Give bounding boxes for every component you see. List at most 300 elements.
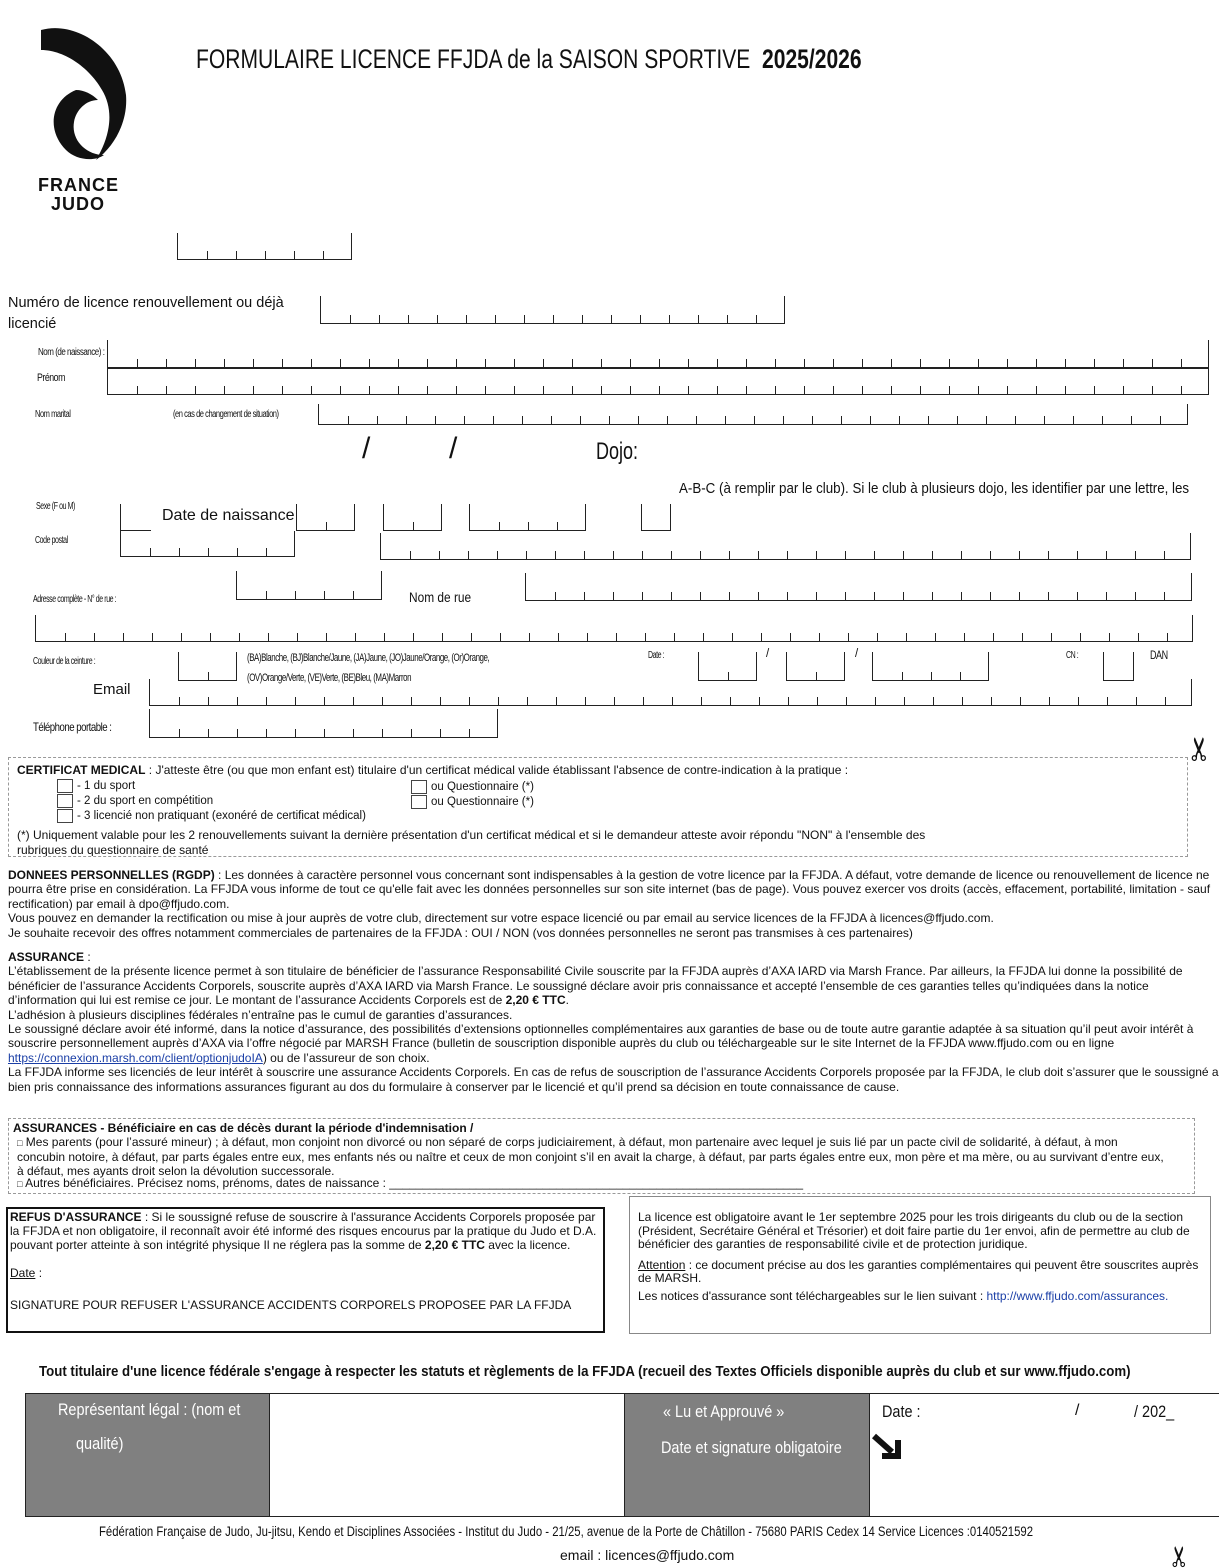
comb-tick [224, 386, 225, 394]
insurance-amount: 2,20 € TTC [505, 993, 566, 1008]
comb-tick [877, 633, 878, 641]
birth-date-label: Date de naissance [162, 507, 295, 524]
beneficiary-heading [13, 1121, 473, 1135]
comb-tick [845, 551, 846, 559]
comb-tick [754, 416, 755, 424]
city-input[interactable] [380, 533, 1191, 560]
comb-tick [1048, 551, 1049, 559]
birth-name-label: Nom (de naissance) : [38, 347, 105, 358]
comb-tick [529, 633, 530, 641]
comb-tick [152, 633, 153, 641]
comb-tick [841, 416, 842, 424]
comb-tick [585, 697, 586, 705]
comb-tick [688, 386, 689, 394]
q2-row[interactable] [411, 795, 534, 809]
footer-address: Fédération Française de Judo, Ju-jitsu, Kendo et Disciplines Associées - Institut du Judo - 21/25, avenue de la Porte de Châtillon - 75680 PARIS Cedex 14 Service Licences :0140521592 [99, 1524, 1034, 1539]
birth-name-input[interactable] [107, 340, 1209, 368]
comb-tick [674, 633, 675, 641]
comb-tick [326, 633, 327, 641]
grade-month-input[interactable] [786, 652, 845, 681]
dojo-letter-input[interactable] [641, 504, 671, 531]
beneficiary-section [8, 1118, 1195, 1194]
comb-tick [746, 386, 747, 394]
checkbox-sport[interactable] [57, 779, 73, 793]
certificate-intro-text: : J'atteste être (ou que mon enfant est) titulaire d'un certificat médical valide établissant l'absence de contre-indication à la pratique : [145, 763, 849, 777]
license-info-box [629, 1196, 1211, 1334]
refusal-signature-label: SIGNATURE POUR REFUSER L'ASSURANCE ACCIDENTS CORPORELS PROPOSEE PAR LA FFJDA [10, 1298, 572, 1312]
comb-tick [1106, 551, 1107, 559]
checkbox-competition[interactable] [57, 794, 73, 808]
married-name-note: (en cas de changement de situation) [173, 409, 279, 420]
postal-code-input[interactable] [120, 531, 295, 557]
checkbox-questionnaire-1[interactable] [411, 780, 427, 794]
comb-tick [237, 729, 238, 737]
dan-label: DAN [1150, 648, 1168, 662]
comb-tick [587, 633, 588, 641]
comb-tick [949, 386, 950, 394]
comb-tick [1152, 386, 1153, 394]
comb-tick [137, 359, 138, 367]
comb-tick [493, 416, 494, 424]
cn-label: CN : [1066, 650, 1079, 661]
dojo-note: A-B-C (à remplir par le club). Si le club à plusieurs dojo, les identifier par une lettre, les [679, 481, 1190, 497]
comb-tick [1036, 359, 1037, 367]
email-label: Email [93, 681, 131, 698]
comb-tick [1065, 359, 1066, 367]
comb-tick [703, 633, 704, 641]
opt1-label: - 1 du sport [77, 780, 136, 793]
rgpd-p3: Je souhaite recevoir des offres notamment commerciales de partenaires de la FFJDA : OUI / NON (vos données personnelles ne seront pas transmises à ces partenaires) [8, 925, 913, 940]
comb-tick [932, 592, 933, 600]
dan-input[interactable] [1103, 652, 1134, 681]
opt3-row[interactable] [57, 809, 366, 823]
comb-tick [1073, 416, 1074, 424]
comb-tick [920, 359, 921, 367]
france-judo-logo [36, 20, 136, 215]
comb-tick [1136, 697, 1137, 705]
judo-logo-mark [36, 20, 136, 180]
comb-tick [758, 592, 759, 600]
arrow-down-right-icon [870, 1432, 904, 1467]
comb-tick [1077, 551, 1078, 559]
email-input[interactable] [149, 679, 1192, 706]
approved-label: « Lu et Approuvé » [663, 1402, 785, 1421]
comb-tick [353, 697, 354, 705]
insurance-p4: La FFJDA informe ses licenciés de leur intérêt à souscrire une assurance Accidents Corporels. En cas de refus de souscription de l’assurance Accidents Corporels proposée par la FFJDA, le club doit s’assurer que le soussigné a bien pris connaissance des informations assurances figurant au dos du formulaire à conserver par le licencié et qu’il prend sa décision en toute connaissance de cause. [8, 1065, 1219, 1094]
comb-tick [468, 551, 469, 559]
comb-tick [1015, 416, 1016, 424]
comb-tick [688, 359, 689, 367]
street-number-input[interactable] [236, 571, 382, 600]
date-slash-2: / [449, 432, 458, 465]
comb-tick [398, 386, 399, 394]
rgpd-title: DONNEES PERSONNELLES (RGDP) [8, 868, 215, 882]
address-label: Adresse complète - N° de rue : [33, 594, 117, 605]
license-number-label: Numéro de licence renouvellement ou déjà licencié [8, 295, 284, 332]
comb-tick [295, 729, 296, 737]
comb-tick [978, 359, 979, 367]
comb-tick [353, 729, 354, 737]
comb-tick [671, 592, 672, 600]
comb-tick [456, 386, 457, 394]
comb-tick [435, 416, 436, 424]
checkbox-questionnaire-2[interactable] [411, 795, 427, 809]
comb-tick [253, 359, 254, 367]
comb-tick [1036, 386, 1037, 394]
comb-tick [609, 416, 610, 424]
street-name-input[interactable] [525, 573, 1192, 601]
info-p3: Les notices d'assurance sont téléchargeables sur le lien suivant : [638, 1288, 987, 1303]
comb-tick [584, 592, 585, 600]
comb-tick [498, 697, 499, 705]
comb-tick [369, 359, 370, 367]
comb-tick [903, 592, 904, 600]
comb-tick [340, 386, 341, 394]
comb-tick [311, 359, 312, 367]
legal-rep-label-1: Représentant légal : (nom et [58, 1400, 241, 1419]
comb-tick [413, 633, 414, 641]
certificate-title: CERTIFICAT MEDICAL [17, 763, 146, 777]
rgpd-p1: : Les données à caractère personnel vous concernant sont indispensables à la gestion de votre licence par la FFJDA. A défaut, votre demande de licence ou renouvellement de licence ne pourra être prise en considération. La FFJDA vous informe de tout ce qu'elle fait avec les données personnelles sur son site internet (bas de page). Vous pouvez exercer vos droits (accès, effacement, portabilité, limitation - sauf rectification) par email à dpo@ffjudo.com. [8, 868, 1211, 911]
comb-tick [543, 386, 544, 394]
comb-tick [324, 697, 325, 705]
scissors-icon: ✂ [1181, 735, 1218, 763]
approved-cell [625, 1394, 870, 1516]
first-name-input[interactable] [107, 368, 1209, 395]
grade-day-input[interactable] [698, 652, 757, 681]
comb-tick [788, 697, 789, 705]
comb-tick [1049, 697, 1050, 705]
comb-tick [732, 633, 733, 641]
comb-tick [672, 697, 673, 705]
comb-tick [555, 592, 556, 600]
comb-tick [137, 386, 138, 394]
comb-tick [469, 697, 470, 705]
comb-tick [398, 359, 399, 367]
certificate-intro [17, 763, 848, 777]
comb-tick [816, 551, 817, 559]
comb-tick [874, 551, 875, 559]
certificate-note: (*) Uniquement valable pour les 2 renouvellements suivant la dernière présentation d'un certificat médical et si le demandeur atteste avoir répondu "NON" à l'ensemble des rubriques du questionnaire de santé [17, 828, 926, 857]
comb-tick [551, 416, 552, 424]
comb-tick [1022, 633, 1023, 641]
comb-tick [1106, 592, 1107, 600]
comb-tick [696, 416, 697, 424]
date-signature-input[interactable] [870, 1394, 1219, 1516]
comb-tick [1065, 386, 1066, 394]
q2-label: ou Questionnaire (*) [431, 796, 534, 809]
comb-tick [906, 633, 907, 641]
sex-label: Sexe (F ou M) [36, 501, 75, 512]
insurance-title: ASSURANCE [8, 950, 85, 964]
comb-tick [990, 551, 991, 559]
comb-tick [730, 697, 731, 705]
beneficiary-opt2-row[interactable]: □ Autres bénéficiaires. Précisez noms, prénoms, dates de naissance : ______________________________________________________________ [17, 1176, 804, 1190]
comb-tick [758, 551, 759, 559]
comb-tick [891, 386, 892, 394]
postal-code-label: Code postal [35, 535, 68, 546]
info-p1: La licence est obligatoire avant le 1er septembre 2025 pour les trois dirigeants du club ou de la section (Président, Secrétaire Général et Trésorier) et doit faire partie du 1er envoi, afin de permettre au club de bénéficier des garanties de responsabilité civile et de protection juridique. [638, 1210, 1190, 1251]
legal-rep-label-2: qualité) [76, 1434, 124, 1453]
comb-tick [282, 386, 283, 394]
comb-tick [406, 416, 407, 424]
comb-tick [237, 697, 238, 705]
grade-date-label: Date : [648, 650, 665, 661]
dojo-label: Dojo: [596, 438, 639, 465]
opt3-label: - 3 licencié non pratiquant (exonéré de certificat médical) [77, 810, 366, 823]
legal-rep-cell [26, 1394, 270, 1516]
beneficiary-opt1: Mes parents (pour l’assuré mineur) ; à défaut, mon conjoint non divorcé ou non séparé de corps judiciairement, à défaut, mon partenaire avec lequel je suis lié par un pacte civil de solidarité, à défaut, à mon concubin notoire, à défaut, par parts égales entre eux, mes enfants nés ou naître et ceux de mon conjoint s’il en avait la charge, à défaut, par parts égales entre eux, mon père et ma mère, ou au survivant d’entre eux, à défaut, mes ayants droit selon la dévolution successorale. [17, 1135, 1164, 1178]
comb-tick [166, 386, 167, 394]
birth-year-input[interactable] [469, 504, 586, 531]
comb-tick [179, 729, 180, 737]
belt-color-label: Couleur de la ceinture : [33, 656, 96, 667]
medical-certificate-section [8, 757, 1188, 857]
birth-month-input[interactable] [383, 504, 442, 531]
comb-tick [701, 697, 702, 705]
legal-rep-input[interactable] [270, 1394, 625, 1516]
comb-tick [643, 697, 644, 705]
q1-row[interactable] [411, 780, 534, 794]
comb-tick [790, 633, 791, 641]
comb-tick [874, 592, 875, 600]
belt-options-1: (BA)Blanche, (BJ)Blanche/Jaune, (JA)Jaune, (JO)Jaune/Orange, (Or)Orange, [247, 652, 490, 664]
beneficiary-opt1-row[interactable]: □ Mes parents (pour l’assuré mineur) ; à défaut, mon conjoint non divorcé ou non séparé de corps judiciairement, à défaut, mon partenaire avec lequel je suis lié par un pacte civil de solidarité, à défaut, à mon concubin notoire, à défaut, par parts égales entre eux, mes enfants nés ou naître et ceux de mon conjoint s’il en avait la charge, à défaut, par parts égales entre eux, mon père et ma mère, ou au survivant d’entre eux, à défaut, mes ayants droit selon la dévolution successorale. [17, 1135, 1164, 1178]
comb-tick [94, 633, 95, 641]
comb-tick [1080, 633, 1081, 641]
comb-tick [642, 551, 643, 559]
statutes-statement: Tout titulaire d'une licence fédérale s'engage à respecter les statuts et règlements de la FFJDA (recueil des Textes Officiels disponible auprès du club et sur www.ffjudo.com) [39, 1364, 1131, 1380]
street-name-label: Nom de rue [409, 589, 472, 605]
first-name-label: Prénom [37, 372, 65, 384]
comb-tick [659, 359, 660, 367]
comb-tick [993, 633, 994, 641]
comb-tick [324, 729, 325, 737]
comb-tick [638, 416, 639, 424]
comb-tick [1167, 633, 1168, 641]
comb-tick [667, 416, 668, 424]
season: 2025/2026 [762, 44, 862, 74]
comb-tick [526, 551, 527, 559]
comb-tick [845, 592, 846, 600]
comb-tick [1138, 633, 1139, 641]
comb-tick [700, 592, 701, 600]
logo-text-france: FRANCE [38, 175, 119, 195]
comb-tick [614, 697, 615, 705]
grade-year-input[interactable] [872, 652, 989, 681]
comb-tick [964, 633, 965, 641]
comb-tick [556, 697, 557, 705]
comb-tick [961, 592, 962, 600]
comb-tick [613, 551, 614, 559]
mobile-input[interactable] [149, 709, 498, 738]
logo-text-judo: JUDO [51, 194, 106, 214]
comb-tick [297, 633, 298, 641]
comb-tick [729, 592, 730, 600]
comb-tick [514, 386, 515, 394]
comb-tick [746, 359, 747, 367]
comb-tick [253, 386, 254, 394]
comb-tick [962, 697, 963, 705]
comb-tick [208, 697, 209, 705]
signature-table [25, 1393, 1219, 1517]
comb-tick [382, 697, 383, 705]
date-slash-1: / [362, 432, 371, 465]
refusal-title: REFUS D'ASSURANCE [10, 1210, 142, 1224]
comb-tick [1109, 633, 1110, 641]
comb-tick [761, 633, 762, 641]
comb-tick [384, 633, 385, 641]
comb-tick [1135, 592, 1136, 600]
comb-tick [903, 551, 904, 559]
grade-slash-2: / [855, 648, 859, 660]
comb-tick [464, 416, 465, 424]
comb-tick [411, 729, 412, 737]
comb-tick [1019, 592, 1020, 600]
comb-tick [949, 359, 950, 367]
comb-tick [961, 551, 962, 559]
address-line2-input[interactable] [35, 615, 1193, 642]
comb-tick [1094, 386, 1095, 394]
opt2-label: - 2 du sport en compétition [77, 795, 214, 808]
comb-tick [875, 697, 876, 705]
comb-tick [1020, 697, 1021, 705]
comb-tick [932, 551, 933, 559]
comb-tick [1181, 386, 1182, 394]
birth-day-input[interactable] [296, 504, 355, 531]
comb-tick [411, 697, 412, 705]
comb-tick [181, 633, 182, 641]
comb-tick [1048, 592, 1049, 600]
comb-tick [282, 359, 283, 367]
checkbox-non-practicing[interactable] [57, 809, 73, 823]
comb-tick [439, 551, 440, 559]
comb-tick [1164, 592, 1165, 600]
opt2-row[interactable] [57, 794, 213, 808]
comb-tick [991, 697, 992, 705]
comb-tick [1019, 551, 1020, 559]
comb-tick [990, 592, 991, 600]
comb-tick [804, 359, 805, 367]
comb-tick [440, 697, 441, 705]
comb-tick [497, 551, 498, 559]
comb-tick [787, 551, 788, 559]
comb-tick [933, 697, 934, 705]
comb-tick [166, 359, 167, 367]
mandatory-label: Date et signature obligatoire [661, 1438, 842, 1457]
info-attention: Attention [638, 1257, 686, 1272]
sex-input[interactable] [120, 504, 151, 531]
comb-tick [812, 416, 813, 424]
comb-tick [469, 729, 470, 737]
comb-tick [775, 386, 776, 394]
insurance-notice-link[interactable]: http://www.ffjudo.com/assurances. [986, 1288, 1169, 1303]
title-text: FORMULAIRE LICENCE FFJDA de la SAISON SPORTIVE [196, 44, 751, 74]
comb-tick [485, 359, 486, 367]
comb-tick [558, 633, 559, 641]
comb-tick [717, 359, 718, 367]
comb-tick [787, 592, 788, 600]
comb-tick [904, 697, 905, 705]
marsh-link[interactable]: https://connexion.marsh.com/client/optionjudoIA [8, 1050, 263, 1065]
comb-tick [935, 633, 936, 641]
rgpd-section [8, 868, 1214, 940]
comb-tick [986, 416, 987, 424]
comb-tick [817, 697, 818, 705]
comb-tick [833, 386, 834, 394]
comb-tick [382, 729, 383, 737]
comb-tick [210, 633, 211, 641]
comb-tick [630, 359, 631, 367]
belt-color-input[interactable] [178, 652, 237, 681]
comb-tick [584, 551, 585, 559]
club-number-box[interactable] [177, 233, 352, 260]
comb-tick [1051, 633, 1052, 641]
comb-tick [266, 697, 267, 705]
comb-tick [369, 386, 370, 394]
footer-email: email : licences@ffjudo.com [560, 1547, 735, 1563]
comb-tick [456, 359, 457, 367]
info-p2: : ce document précise au dos les garanties complémentaires qui peuvent être souscrites auprès de MARSH. [638, 1257, 1199, 1285]
comb-tick [899, 416, 900, 424]
comb-tick [440, 729, 441, 737]
comb-tick [239, 633, 240, 641]
comb-tick [311, 386, 312, 394]
comb-tick [348, 416, 349, 424]
comb-tick [645, 633, 646, 641]
comb-tick [1131, 416, 1132, 424]
comb-tick [920, 386, 921, 394]
comb-tick [427, 386, 428, 394]
comb-tick [804, 386, 805, 394]
insurance-section: ASSURANCE : L’établissement de la présente licence permet à son titulaire de bénéficier de l’assurance Responsabilité Civile souscrite par la FFJDA auprès d’AXA IARD via Marsh France. Par ailleurs, la FFJDA lui donne la possibilité de bénéficier de l’assurance Accidents Corporels, souscrite auprès d’AXA IARD via Marsh France. Le soussigné déclare avoir pris connaissance et accepté l’ensemble de ces garanties telles qu’indiquées dans la notice d’information qui lui est remise ce jour. Le montant de l’assurance Accidents Corporels est de 2,20 € TTC. L’adhésion à plusieurs disciplines fédérales n’entraîne pas le cumul de garanties d’assurances. Le soussigné déclare avoir été informé, dans la notice d’assurance, des possibilités d’extensions optionnelles complémentaires aux garanties de base ou de toute autre garantie adaptée à sa situation qu’il peut avoir intérêt à souscrire personnellement auprès d’AXA via l’offre négocié par MARSH France (bulletin de souscription disponible auprès du club ou téléchargeable sur le site Internet de la FFJDA www.ffjudo.com ou en ligne https://connexion.marsh.com/client/optionjudoIA) ou de l’assureur de son choix. La FFJDA informe ses licenciés de leur intérêt à souscrire une assurance Accidents Corporels. En cas de refus de souscription de l’assurance Accidents Corporels proposée par la FFJDA, le club doit s’assurer que le soussigné a bien pris connaissance des informations assurances figurant au dos du formulaire à conserver par le licencié et qu’il prend sa décision en toute connaissance de cause. [8, 950, 1219, 1094]
comb-tick [268, 633, 269, 641]
comb-tick [1135, 551, 1136, 559]
comb-tick [295, 697, 296, 705]
comb-tick [266, 729, 267, 737]
signature-date-label: Date : [882, 1402, 921, 1421]
page-title [196, 44, 862, 75]
comb-tick [729, 551, 730, 559]
comb-tick [65, 633, 66, 641]
comb-tick [659, 386, 660, 394]
comb-tick [179, 697, 180, 705]
beneficiary-opt2: Autres bénéficiaires. Précisez noms, prénoms, dates de naissance : ______________________________________________________________ [25, 1176, 804, 1190]
comb-tick [870, 416, 871, 424]
comb-tick [928, 416, 929, 424]
refusal-amount: 2,20 € TTC [424, 1238, 485, 1252]
refusal-date-label: Date [10, 1266, 36, 1280]
opt1-row[interactable] [57, 779, 135, 793]
license-number-input[interactable] [320, 296, 785, 324]
comb-tick [1165, 697, 1166, 705]
beneficiary-title-rest: - Bénéficiaire en cas de décès durant la période d'indemnisation / [97, 1121, 474, 1135]
comb-tick [572, 386, 573, 394]
comb-tick [601, 386, 602, 394]
comb-tick [1164, 551, 1165, 559]
insurance-p3b: ) ou de l’assureur de son choix. [262, 1050, 430, 1065]
comb-tick [1160, 416, 1161, 424]
comb-tick [485, 386, 486, 394]
comb-tick [1152, 359, 1153, 367]
comb-tick [442, 633, 443, 641]
comb-tick [1078, 697, 1079, 705]
beneficiary-title: ASSURANCES [13, 1121, 98, 1135]
married-name-input[interactable] [318, 404, 1188, 425]
comb-tick [1123, 359, 1124, 367]
comb-tick [1007, 359, 1008, 367]
comb-tick [527, 697, 528, 705]
